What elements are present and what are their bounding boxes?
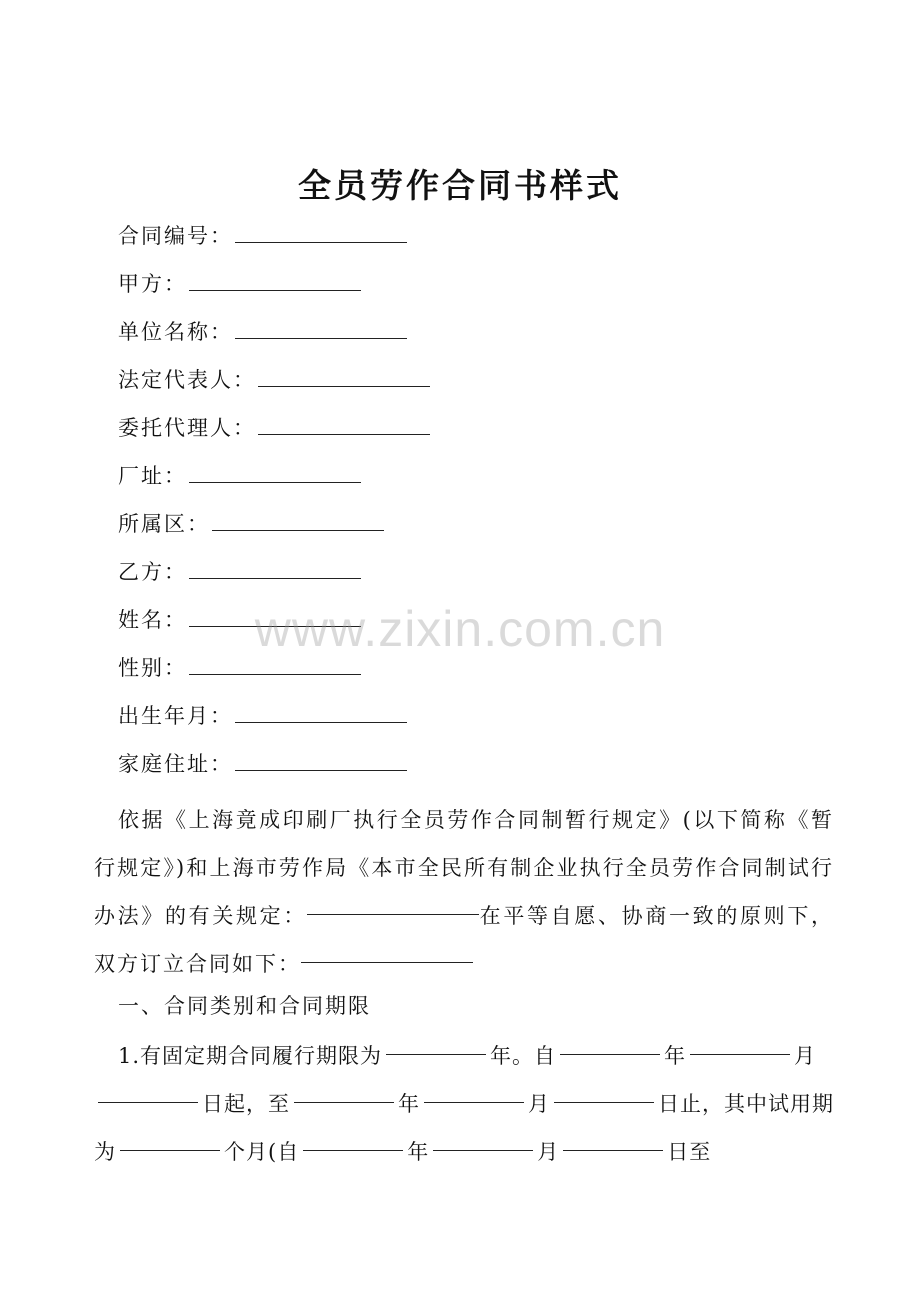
clause-text: 月 — [794, 1044, 817, 1068]
field-row — [118, 556, 361, 588]
field-row — [118, 652, 361, 684]
field-blank-line[interactable] — [189, 268, 361, 291]
clause-text: 日至 — [667, 1140, 712, 1164]
blank-contract-years[interactable] — [386, 1032, 486, 1055]
field-blank-line[interactable] — [235, 748, 407, 771]
blank-start-year[interactable] — [560, 1032, 660, 1055]
field-blank-line[interactable] — [212, 508, 384, 531]
field-blank-line[interactable] — [189, 460, 361, 483]
field-blank-line[interactable] — [235, 316, 407, 339]
field-row — [118, 364, 430, 396]
section-heading-1: 一、合同类别和合同期限 — [118, 994, 371, 1018]
field-blank-line[interactable] — [235, 700, 407, 723]
clause-text: 年 — [398, 1092, 420, 1116]
intro-text-part1: 依据《上海竟成印刷厂执行全员劳作合同制暂行规定》(以下简称《暂行规定》)和上海市劳作局《本市全民所有制企业执行全员劳作合同制试行办法》的有关规定： — [94, 808, 834, 928]
field-blank-line[interactable] — [258, 412, 430, 435]
field-label: 姓名： — [118, 608, 187, 632]
watermark: www.zixin.com.cn — [254, 601, 666, 657]
clause-text: 个月(自 — [224, 1140, 300, 1164]
clause-1 — [94, 1032, 836, 1176]
blank-probation-start-day[interactable] — [563, 1128, 663, 1151]
clause-text: 日起，至 — [202, 1092, 290, 1116]
document-title: 全员劳作合同书样式 — [298, 166, 622, 205]
field-label: 出生年月： — [118, 704, 233, 728]
blank-end-year[interactable] — [294, 1080, 394, 1103]
clause-text: 年 — [664, 1044, 687, 1068]
field-label: 厂址： — [118, 464, 187, 488]
field-row — [118, 220, 407, 252]
blank-end-day[interactable] — [554, 1080, 654, 1103]
field-label: 性别： — [118, 656, 187, 680]
field-row — [118, 316, 407, 348]
field-row — [118, 748, 407, 780]
blank-probation-start-year[interactable] — [303, 1128, 403, 1151]
field-row — [118, 268, 361, 300]
blank-probation-months[interactable] — [120, 1128, 220, 1151]
field-row — [118, 700, 407, 732]
clause-text: 日止，其中试用期为 — [94, 1092, 834, 1164]
blank-probation-start-month[interactable] — [433, 1128, 533, 1151]
clause-text: 年 — [407, 1140, 430, 1164]
clause-text: 1.有固定期合同履行期限为 — [118, 1044, 383, 1068]
intro-paragraph — [94, 796, 834, 988]
field-row — [118, 412, 430, 444]
intro-blank-2[interactable] — [301, 940, 473, 963]
field-blank-line[interactable] — [235, 220, 407, 243]
clause-text: 年。自 — [490, 1044, 557, 1068]
blank-start-day[interactable] — [98, 1080, 198, 1103]
clause-text: 月 — [537, 1140, 560, 1164]
intro-blank-1[interactable] — [307, 892, 479, 915]
field-label: 乙方： — [118, 560, 187, 584]
field-blank-line[interactable] — [189, 604, 361, 627]
field-label: 合同编号： — [118, 224, 233, 248]
field-label: 所属区： — [118, 512, 210, 536]
field-blank-line[interactable] — [258, 364, 430, 387]
field-row — [118, 460, 361, 492]
intro-text-part2: 在平等自愿、协商一致的原则下，双方订立合同如下： — [94, 904, 834, 976]
field-label: 法定代表人： — [118, 368, 256, 392]
blank-end-month[interactable] — [424, 1080, 524, 1103]
field-label: 单位名称： — [118, 320, 233, 344]
field-blank-line[interactable] — [189, 556, 361, 579]
field-label: 家庭住址： — [118, 752, 233, 776]
clause-text: 月 — [528, 1092, 550, 1116]
field-row — [118, 604, 361, 636]
field-blank-line[interactable] — [189, 652, 361, 675]
blank-start-month[interactable] — [690, 1032, 790, 1055]
field-row — [118, 508, 384, 540]
field-label: 委托代理人： — [118, 416, 256, 440]
field-label: 甲方： — [118, 272, 187, 296]
